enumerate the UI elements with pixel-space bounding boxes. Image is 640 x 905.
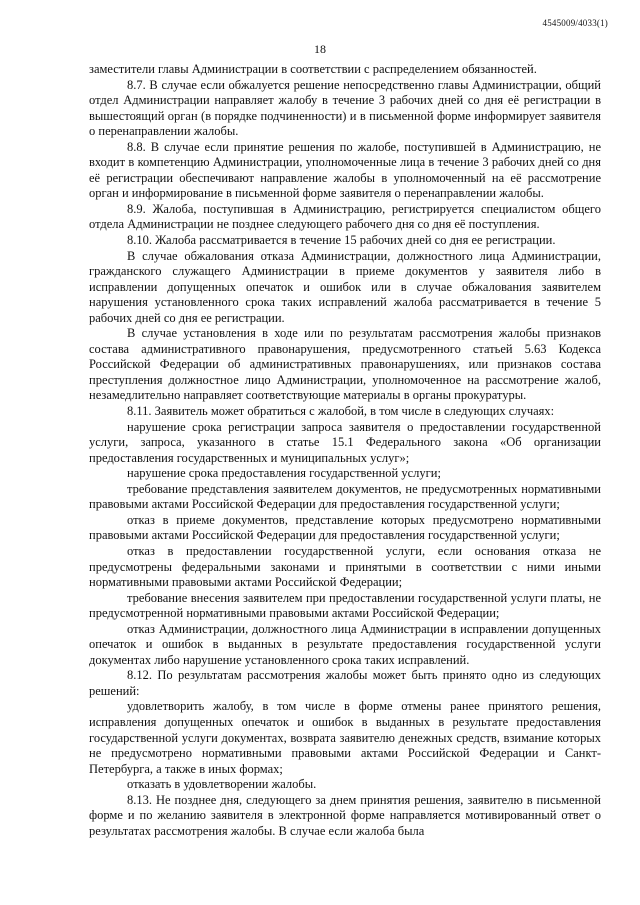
document-body (89, 62, 601, 839)
list-item-fee-requirement: требование внесения заявителем при предоставлении государственной услуги платы, не предусмотренной нормативными правовыми актами Российской Федерации; (89, 590, 601, 621)
paragraph-8-9: 8.9. Жалоба, поступившая в Администрацию, регистрируется специалистом общего отдела Администрации не позднее следующего рабочего дня со дня её поступления. (89, 201, 601, 232)
list-item-service-deadline: нарушение срока предоставления государственной услуги; (127, 466, 441, 481)
document-registration-number: 4545009/4033(1) (542, 18, 608, 28)
decision-refuse: отказать в удовлетворении жалобы. (127, 777, 317, 792)
list-item-document-refusal: отказ в приеме документов, представление которых предусмотрено нормативными правовыми актами Российской Федерации для предоставления государственной услуги; (89, 512, 601, 543)
paragraph-8-11: 8.11. Заявитель может обратиться с жалобой, в том числе в следующих случаях: (127, 404, 555, 419)
paragraph-8-10-violation: В случае установления в ходе или по результатам рассмотрения жалобы признаков состава административного правонарушения, предусмотренного статьей 5.63 Кодекса Российской Федерации об административных правонарушениях, или признаков состава преступления должностное лицо Администрации, уполномоченное на рассмотрение жалоб, незамедлительно направляет соответствующие материалы в органы прокуратуры. (89, 326, 601, 403)
paragraph-8-7: 8.7. В случае если обжалуется решение непосредственно главы Администрации, общий отдел Администрации направляет жалобу в течение 3 рабочих дней со дня её регистрации в вышестоящий орган (в порядке подчиненности) и в письменной форме информирует заявителя о перенаправлении жалобы. (89, 77, 601, 139)
list-item-service-refusal: отказ в предоставлении государственной услуги, если основания отказа не предусмотрены федеральными законами и принятыми в соответствии с ними иными нормативными правовыми актами Российской Федерации; (89, 543, 601, 590)
paragraph-8-10-appeal-refusal: В случае обжалования отказа Администрации, должностного лица Администрации, гражданского служащего Администрации в приеме документов у заявителя либо в исправлении допущенных опечаток и ошибок или в случае обжалования заявителем нарушения установленного срока таких исправлений жалоба рассматривается в течение 5 рабочих дней со дня ее регистрации. (89, 248, 601, 325)
list-item-extra-documents: требование представления заявителем документов, не предусмотренных нормативными правовыми актами Российской Федерации для предоставления государственной услуги; (89, 481, 601, 512)
paragraph-continuation: заместители главы Администрации в соответствии с распределением обязанностей. (89, 62, 537, 76)
list-item-registration-deadline: нарушение срока регистрации запроса заявителя о предоставлении государственной услуги, запроса, указанного в статье 15.1 Федерального закона «Об организации предоставления государственных и муниципальных услуг»; (89, 419, 601, 465)
paragraph-8-12: 8.12. По результатам рассмотрения жалобы может быть принято одно из следующих решений: (89, 668, 601, 698)
paragraph-8-13: 8.13. Не позднее дня, следующего за днем принятия решения, заявителю в письменной форме и по желанию заявителя в электронной форме направляется мотивированный ответ о результатах рассмотрения жалобы. В случае если жалоба была (89, 792, 601, 838)
decision-satisfy: удовлетворить жалобу, в том числе в форме отмены ранее принятого решения, исправления допущенных опечаток и ошибок в выданных в результате предоставления государственной услуги документах, возврата заявителю денежных средств, взимание которых не предусмотрено нормативными правовыми актами Российской Федерации и Санкт-Петербурга, а также в иных формах; (89, 699, 601, 776)
paragraph-8-10: 8.10. Жалоба рассматривается в течение 15 рабочих дней со дня ее регистрации. (127, 233, 556, 248)
page-number: 18 (314, 42, 326, 56)
list-item-correction-refusal: отказ Администрации, должностного лица Администрации в исправлении допущенных опечаток и ошибок в выданных в результате предоставления государственной услуги документах либо нарушение установленного срока таких исправлений. (89, 621, 601, 667)
paragraph-8-8: 8.8. В случае если принятие решения по жалобе, поступившей в Администрацию, не входит в компетенцию Администрации, уполномоченные лица в течение 3 рабочих дней со дня её регистрации обеспечивают направление жалобы в уполномоченный на её рассмотрение орган и информирование в письменной форме заявителя о перенаправлении жалобы. (89, 139, 601, 201)
